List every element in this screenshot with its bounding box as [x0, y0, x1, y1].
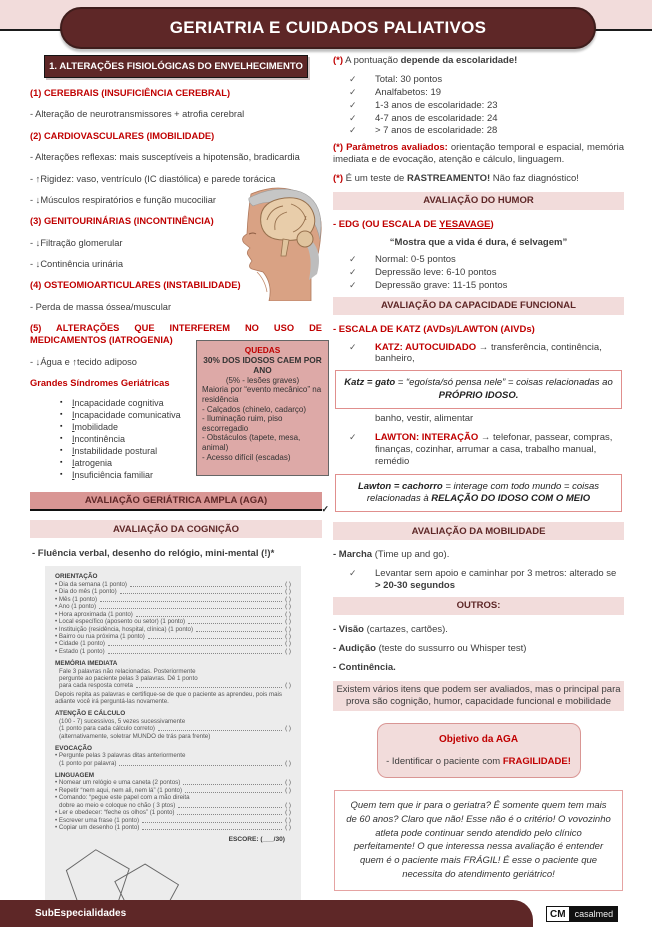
heading-cerebrais: (1) CEREBRAIS (INSUFICIÊNCIA CEREBRAL) [30, 88, 231, 98]
form-line: pergunte ao paciente pelas 3 palavras. Dê 1 ponto [59, 674, 198, 682]
humor-section-bar: AVALIAÇÃO DO HUMOR [333, 192, 624, 210]
check-item: ✓ 4-7 anos de escolaridade: 24 [349, 112, 498, 124]
quedas-substat: (5% - lesões graves) [225, 375, 300, 385]
note-escolaridade: (*) A pontuação depende da escolaridade! [333, 55, 518, 66]
marcha-line: - Marcha (Time up and go). [333, 549, 450, 561]
note-rastreamento: (*) É um teste de RASTREAMENTO! Não faz diagnóstico! [333, 173, 579, 184]
audicao-line: - Audição (teste do sussurro ou Whisper test) [333, 642, 527, 654]
page-title: GERIATRIA E CUIDADOS PALIATIVOS [60, 7, 596, 49]
check-item: ✓ KATZ: AUTOCUIDADO → transferência, continência, banheiro, [349, 341, 602, 365]
objetivo-aga-box [377, 723, 581, 778]
arrow-icon: → [480, 431, 491, 443]
heading-iatrogenia: (5) ALTERAÇÕES QUE INTERFEREM NO USO DE MEDICAMENTOS (IATROGENIA) [30, 323, 322, 346]
footer-brand: SubEspecialidades [35, 908, 127, 919]
quedas-title: QUEDAS [244, 345, 281, 355]
form-row: (1 ponto por palavra) ( ) [59, 759, 291, 767]
item: - Alteração de neurotransmissores + atrofia cerebral [30, 109, 245, 120]
form-row: • Dia da semana (1 ponto) ( ) [55, 580, 291, 588]
heading-osteomioarticulares: (4) OSTEOMIOARTICULARES (INSTABILIDADE) [30, 280, 241, 291]
quedas-line: - Obstáculos (tapete, mesa, animal) [202, 433, 301, 453]
form-row: • Cidade (1 ponto) ( ) [55, 640, 291, 648]
list-item: ▪ Insuficiência familiar [60, 469, 154, 480]
check-item: ✓ Levantar sem apoio e caminhar por 3 metros: alterado se > 20-30 segundos [349, 568, 617, 591]
check-icon: ✓ [349, 253, 357, 264]
form-note: Depois repita as palavras e certifique-se de que o paciente as aprendeu, pois mais adiante você irá perguntá-las novamente. [55, 690, 283, 706]
form-row: • Copiar um desenho (1 ponto) ( ) [55, 824, 291, 832]
form-line: Fale 3 palavras não relacionadas. Posteriormente [59, 667, 196, 675]
bullet-icon: ▪ [60, 435, 63, 443]
right-column [333, 55, 624, 891]
form-row: • Ano (1 ponto) ( ) [55, 603, 291, 611]
quedas-stat: 30% DOS IDOSOS CAEM POR ANO [203, 354, 322, 375]
list-item: ▪ Instabilidade postural [60, 446, 158, 457]
list-item: ▪ Incontinência [60, 434, 126, 445]
continencia-line: - Continência. [333, 661, 396, 673]
form-section-title: ORIENTAÇÃO [55, 573, 98, 581]
cognition-section-bar: AVALIAÇÃO DA COGNIÇÃO [30, 520, 322, 538]
cognition-tests-line: - Fluência verbal, desenho do relógio, mini-mental (!)* [32, 548, 275, 560]
form-row: • Hora aproximada (1 ponto) ( ) [55, 610, 291, 618]
pentagons-drawing [61, 845, 191, 907]
check-icon: ✓ [349, 341, 357, 352]
quedas-line: Maioria por “evento mecânico” na residência [202, 385, 322, 405]
summary-highlight: Existem vários itens que podem ser avaliados, mas o principal para prova são cognição, humor, capacidade funcional e mobilidade [333, 681, 624, 712]
casalmed-logo [546, 906, 618, 922]
form-row: • Dia do mês (1 ponto) ( ) [55, 588, 291, 596]
check-icon: ✓ [349, 431, 357, 442]
section-header: 1. ALTERAÇÕES FISIOLÓGICAS DO ENVELHECIMENTO [44, 55, 308, 78]
form-section-title: EVOCAÇÃO [55, 744, 92, 752]
edg-heading: - EDG (OU ESCALA DE YESAVAGE) [333, 218, 494, 230]
arrow-icon: → [478, 341, 489, 353]
score-line: ESCORE: (___/30) [228, 835, 285, 843]
quedas-line: - Calçados (chinelo, cadarço) [202, 404, 307, 414]
form-row: • Local específico (aposento ou setor) (1 ponto) ( ) [55, 618, 291, 626]
item: - ↓Água e ↑tecido adiposo [30, 356, 137, 367]
check-item: ✓ Depressão grave: 11-15 pontos [349, 279, 508, 291]
check-item: ✓ Depressão leve: 6-10 pontos [349, 266, 497, 278]
katz-continuation: banho, vestir, alimentar [375, 412, 474, 424]
form-line: (alternativamente, soletrar MUNDO de trás para frente) [59, 732, 211, 740]
note-parametros: (*) Parâmetros avaliados: orientação temporal e espacial, memória imediata e de evocação, atenção e cálculo, linguagem. [333, 142, 624, 166]
lawton-row [349, 432, 624, 468]
check-icon: ✓ [349, 568, 357, 579]
aga-section-bar: AVALIAÇÃO GERIÁTRICA AMPLA (AGA) ✓ [30, 492, 322, 511]
quedas-line: - Iluminação ruim, piso escorregadio [202, 414, 283, 433]
bullet-icon: ▪ [60, 399, 63, 407]
form-section-title: LINGUAGEM [55, 771, 95, 779]
check-item: ✓ Analfabetos: 19 [349, 86, 442, 98]
edg-checklist [349, 254, 624, 292]
elderly-brain-illustration [213, 182, 331, 301]
heading-genitourinarias: (3) GENITOURINÁRIAS (INCONTINÊNCIA) [30, 216, 214, 227]
heading-sindromes: Grandes Síndromes Geriátricas [30, 377, 170, 388]
katz-lawton-heading: - ESCALA DE KATZ (AVDs)/LAWTON (AIVDs) [333, 323, 535, 335]
lawton-mnemonic-box: Lawton = cachorro = interage com todo mundo = coisas relacionadas à RELAÇÃO DO IDOSO COM O MEIO [335, 474, 622, 513]
mobility-section-bar: AVALIAÇÃO DA MOBILIDADE [333, 522, 624, 540]
tug-row [349, 568, 624, 592]
list-item: ▪ Iatrogenia [60, 458, 113, 469]
check-icon: ✓ [349, 125, 357, 136]
form-line: • Pergunte pelas 3 palavras ditas anteriormente [55, 752, 186, 760]
katz-mnemonic-box: Katz = gato = “egoísta/só pensa nele” = coisas relacionadas ao PRÓPRIO IDOSO. [335, 370, 622, 409]
check-icon: ✓ [349, 73, 357, 84]
form-row: • Repetir “nem aqui, nem ali, nem lá” (1 ponto) ( ) [55, 786, 291, 794]
list-item: ▪ Imobilidade [60, 422, 119, 433]
item: - Perda de massa óssea/muscular [30, 301, 172, 312]
check-item: ✓ Normal: 0-5 pontos [349, 253, 456, 265]
form-section-title: MEMÓRIA IMEDIATA [55, 659, 118, 667]
check-icon: ✓ [349, 99, 357, 110]
form-row: • Bairro ou rua próxima (1 ponto) ( ) [55, 633, 291, 641]
bullet-icon: ▪ [60, 411, 63, 419]
form-row: • Mês (1 ponto) ( ) [55, 595, 291, 603]
item: - ↓Músculos respiratórios e função mucociliar [30, 194, 217, 205]
quedas-line: - Acesso difícil (escadas) [202, 452, 291, 462]
objetivo-title: Objetivo da AGA [438, 734, 519, 746]
form-row: (1 ponto para cada cálculo correto) ( ) [59, 725, 291, 733]
form-row: dobre ao meio e coloque no chão ( 3 ptos) ( ) [59, 801, 291, 809]
functional-section-bar: AVALIAÇÃO DA CAPACIDADE FUNCIONAL [333, 297, 624, 315]
quedas-callout [196, 340, 329, 476]
form-row: para cada resposta correta ( ) [59, 682, 291, 690]
form-line: • Comando: “pegue este papel com a mão direita [55, 794, 190, 802]
bullet-icon: ▪ [60, 423, 63, 431]
footer-bar [0, 900, 533, 927]
check-icon: ✓ [349, 112, 357, 123]
mini-mental-form [45, 566, 301, 913]
score-checklist [349, 74, 624, 137]
form-line: (100 - 7) sucessivos, 5 vezes sucessivamente [59, 717, 186, 725]
check-icon: ✓ [321, 504, 329, 515]
check-icon: ✓ [349, 279, 357, 290]
check-item: ✓ > 7 anos de escolaridade: 28 [349, 125, 498, 137]
check-icon: ✓ [349, 86, 357, 97]
check-icon: ✓ [349, 266, 357, 277]
form-row: • Nomear um relógio e uma caneta (2 pontos) ( ) [55, 779, 291, 787]
form-row: • Instituição (residência, hospital, clínica) (1 ponto) ( ) [55, 625, 291, 633]
visao-line: - Visão (cartazes, cartões). [333, 623, 448, 635]
heading-cardiovasculares: (2) CARDIOVASCULARES (IMOBILIDADE) [30, 130, 215, 141]
list-item: ▪ Incapacidade comunicativa [60, 410, 181, 421]
yesavage-quote: “Mostra que a vida é dura, é selvagem” [389, 236, 568, 248]
final-note-box: Quem tem que ir para o geriatra? É somente quem tem mais de 60 anos? Claro que não! Esse não é o critério! O vovozinho atleta pode continuar sendo atendido pelo clínico perfeitamente! O que interessa nessa avaliação é entender quem é o paciente mais FRÁGIL! É esse o paciente que necessita do atendimento geriátrico! [334, 790, 623, 891]
bullet-icon: ▪ [60, 447, 63, 455]
logo-cm-mark: CM [546, 906, 570, 922]
item: - ↓Filtração glomerular [30, 237, 123, 248]
list-item: ▪ Incapacidade cognitiva [60, 398, 164, 409]
form-row: • Escrever uma frase (1 ponto) ( ) [55, 816, 291, 824]
item: - ↑Rigidez: vaso, ventrículo (IC diastólica) e parede torácica [30, 173, 276, 184]
form-section-title: ATENÇÃO E CÁLCULO [55, 710, 126, 718]
check-item: ✓ 1-3 anos de escolaridade: 23 [349, 99, 498, 111]
objetivo-line: - Identificar o paciente com FRAGILIDADE! [386, 756, 571, 768]
item: - ↓Continência urinária [30, 259, 124, 269]
form-row: • Estado (1 ponto) ( ) [55, 647, 291, 655]
outros-section-bar: OUTROS: [333, 597, 624, 615]
check-item: ✓ LAWTON: INTERAÇÃO → telefonar, passear, compras, finanças, cozinhar, arrumar a casa, trabalho manual, remédio [349, 431, 613, 467]
bullet-icon: ▪ [60, 459, 63, 467]
check-item: ✓ Total: 30 pontos [349, 73, 443, 85]
bullet-icon: ▪ [60, 470, 63, 478]
katz-row [349, 342, 624, 366]
logo-name: casalmed [570, 906, 619, 922]
form-row: • Ler e obedecer: “feche os olhos” (1 ponto) ( ) [55, 809, 291, 817]
item: - Alterações reflexas: mais susceptíveis a hipotensão, bradicardia [30, 152, 300, 163]
